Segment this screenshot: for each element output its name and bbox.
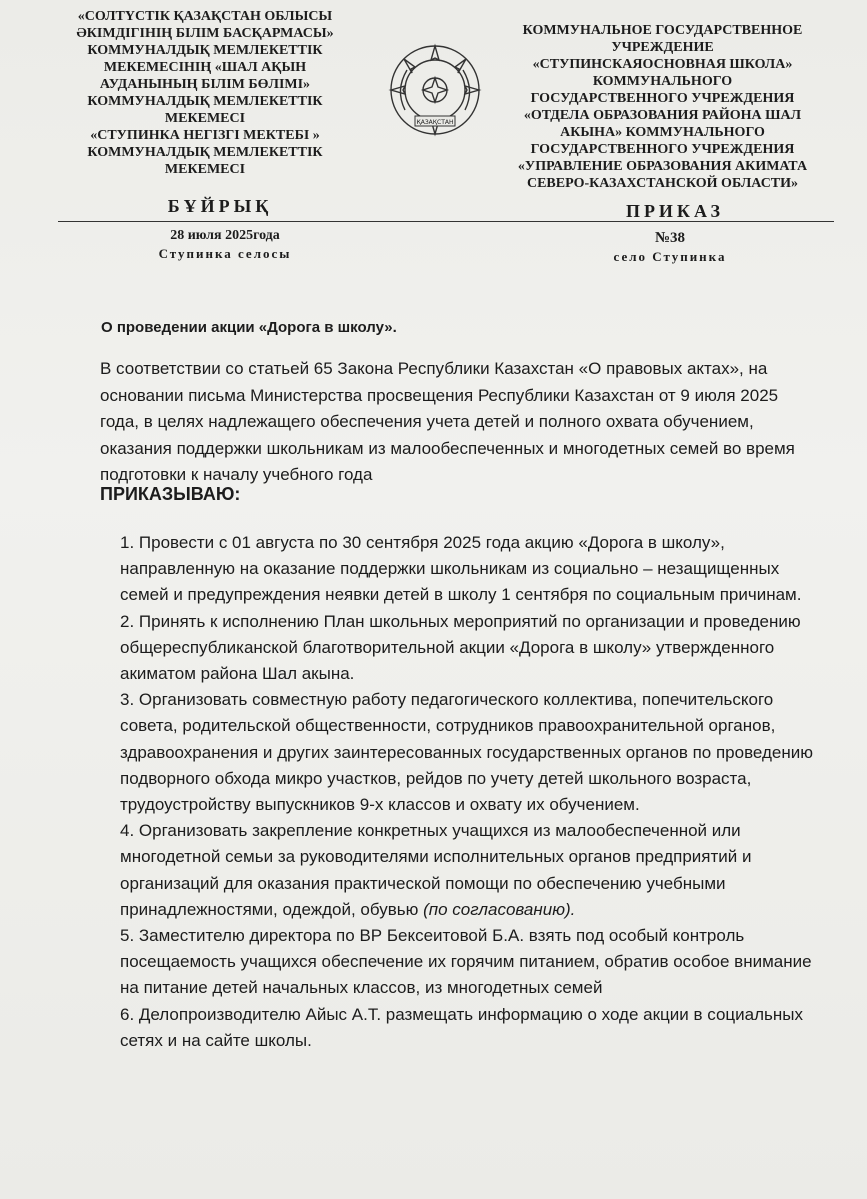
header-kazakh <box>40 8 370 178</box>
order-items <box>120 530 820 1054</box>
header-kazakh-line: АУДАНЫНЫҢ БІЛІМ БӨЛІМІ» <box>99 77 311 92</box>
order-date: 28 июля 2025года <box>170 228 280 243</box>
title-kazakh: БҰЙРЫҚ <box>167 196 273 216</box>
village-russian: село Ступинка <box>613 249 727 264</box>
order-item-4-text: 4. Организовать закрепление конкретных учащихся из малообеспеченной или многодетной семьи за руководителями исполнительных органов предприятий и организаций для оказания практической помощи по обеспечению учебными принадлежностями, одеждой, обувью <box>120 821 752 919</box>
header-russian-line: «ОТДЕЛА ОБРАЗОВАНИЯ РАЙОНА ШАЛ <box>523 108 802 123</box>
header-russian-line: АКЫНА» КОММУНАЛЬНОГО <box>560 125 765 140</box>
order-item-3: 3. Организовать совместную работу педагогического коллектива, попечительского совета, родительской общественности, сотрудников правоохранительной органов, здравоохранения и других заинтересованных государственных органов по проведению подворного обхода микро участков, рейдов по учету детей школьного возраста, трудоустройству выпускников 9-х классов и охвату их обучением. <box>120 690 814 815</box>
state-emblem-icon <box>385 40 485 140</box>
order-item-4-note: (по согласованию). <box>423 899 576 919</box>
order-subject: О проведении акции «Дорога в школу». <box>101 319 397 336</box>
header-russian-line: УЧРЕЖДЕНИЕ <box>611 40 714 55</box>
header-russian-line: КОММУНАЛЬНОГО <box>592 74 733 89</box>
header-russian-line: ГОСУДАРСТВЕННОГО УЧРЕЖДЕНИЯ <box>530 91 795 106</box>
order-item-1: 1. Провести с 01 августа по 30 сентября 2025 года акцию «Дорога в школу», направленную на оказание поддержки школьникам из социально – незащищенных семей и предупреждения неявки детей в школу 1 сентября по социальным причинам. <box>120 533 802 605</box>
order-item-5: 5. Заместителю директора по ВР Бексеитовой Б.А. взять под особый контроль посещаемость учащихся обеспечение их горячим питанием, обратив особое внимание на питание детей начальных классов, из многодетных семей <box>120 926 812 998</box>
order-directive: ПРИКАЗЫВАЮ: <box>100 484 241 504</box>
header-divider <box>58 221 834 222</box>
header-kazakh-line: «СТУПИНКА НЕГІЗГІ МЕКТЕБІ » <box>90 128 320 143</box>
header-kazakh-line: МЕКЕМЕСІ <box>164 111 246 126</box>
header-kazakh-line: КОММУНАЛДЫҚ МЕМЛЕКЕТТІК <box>87 145 323 160</box>
header-russian-line: «УПРАВЛЕНИЕ ОБРАЗОВАНИЯ АКИМАТА <box>517 159 808 174</box>
village-kazakh: Ступинка селосы <box>158 246 292 261</box>
header-kazakh-line: КОММУНАЛДЫҚ МЕМЛЕКЕТТІК <box>87 43 323 58</box>
header-kazakh-line: ӘКІМДІГІНІҢ БІЛІМ БАСҚАРМАСЫ» <box>76 26 334 41</box>
order-item-6: 6. Делопроизводителю Айыс А.Т. размещать информацию о ходе акции в социальных сетях и на сайте школы. <box>120 1004 803 1050</box>
title-russian: ПРИКАЗ <box>625 201 725 221</box>
header-russian <box>490 22 835 192</box>
header-kazakh-line: МЕКЕМЕСІ <box>164 162 246 177</box>
header-russian-line: «СТУПИНСКАЯОСНОВНАЯ ШКОЛА» <box>532 57 793 72</box>
header-kazakh-line: КОММУНАЛДЫҚ МЕМЛЕКЕТТІК <box>87 94 323 109</box>
header-russian-line: КОММУНАЛЬНОЕ ГОСУДАРСТВЕННОЕ <box>522 23 803 38</box>
header-kazakh-line: МЕКЕМЕСІНІҢ «ШАЛ АҚЫН <box>103 60 307 75</box>
order-preamble: В соответствии со статьей 65 Закона Республики Казахстан «О правовых актах», на основании письма Министерства просвещения Республики Казахстан от 9 июля 2025 года, в целях надлежащего обеспечения учета детей и полного охвата обучением, оказания поддержки школьникам из малообеспеченных и многодетных семей во время подготовки к началу учебного года <box>100 359 795 484</box>
header-russian-line: ГОСУДАРСТВЕННОГО УЧРЕЖДЕНИЯ <box>530 142 795 157</box>
header-russian-line: СЕВЕРО-КАЗАХСТАНСКОЙ ОБЛАСТИ» <box>526 176 799 191</box>
order-item-2: 2. Принять к исполнению План школьных мероприятий по организации и проведению общереспубликанской благотворительной акции «Дорога в школу» утвержденного акиматом района Шал акына. <box>120 611 801 684</box>
order-number: №38 <box>654 230 686 246</box>
header-kazakh-line: «СОЛТҮСТІК ҚАЗАҚСТАН ОБЛЫСЫ <box>77 9 333 24</box>
order-item-4 <box>120 818 820 923</box>
emblem-ribbon-text: ҚАЗАҚСТАН <box>416 119 454 126</box>
